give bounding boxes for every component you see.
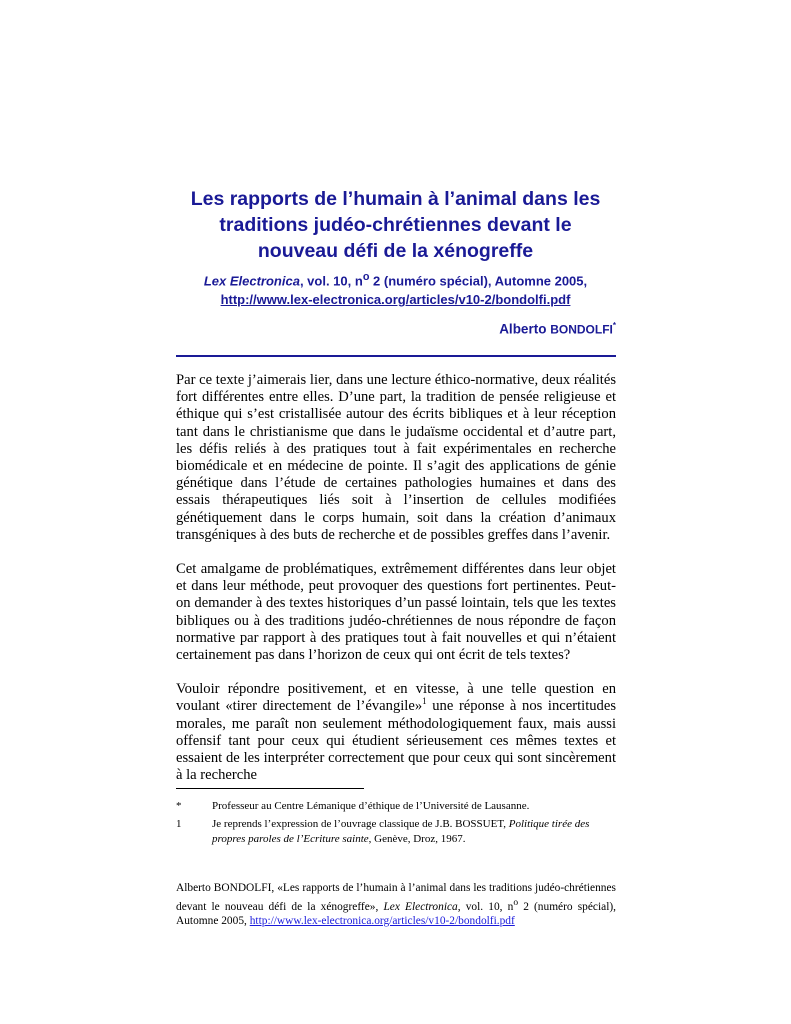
journal-details: , vol. 10, n <box>299 273 363 289</box>
author-name <box>499 321 616 337</box>
title-line-2: traditions judéo-chrétiennes devant le <box>219 214 572 236</box>
footnote-1-text <box>212 817 616 847</box>
citation-text-c: 2 (numéro spécial), Automne 2005, <box>176 900 617 927</box>
journal-name: Lex Electronica <box>203 273 300 289</box>
footnote-star <box>176 799 616 814</box>
paragraph-1: Par ce texte j’aimerais lier, dans une lecture éthico-normative, deux réalités fort différentes entre elles. D’une part, la tradition de pensée religieuse et éthique qui s’est cristallisée autour des écrits bibliques et à leur réception tant dans le christianisme que dans le judaïsme occidental et d’autre part, les défis reliés à des pratiques tout à fait expérimentales en recherche biomédicale et en médecine de pointe. Il s’agit des applications de génie génétique dans l’étude de certaines pathologies humaines et dans des essais thérapeutiques liés soit à l’insertion de cellules modifiées génétiquement dans le corps humain, soit dans la création d’animaux transgéniques à des buts de recherche et de possibles greffes dans l’avenir. <box>176 372 616 543</box>
title-line-3: nouveau défi de la xénogreffe <box>257 240 534 262</box>
citation-journal: Lex Electronica <box>383 900 458 913</box>
footnote-star-text: Professeur au Centre Lémanique d’éthique de l’Université de Lausanne. <box>212 800 530 812</box>
footnote-1-text-b: , Genève, Droz, 1967. <box>368 833 466 845</box>
author-footnote-mark[interactable]: * <box>612 321 616 330</box>
author-last-name: BONDOLFI <box>550 322 613 337</box>
citation-text-a: Alberto BONDOLFI, «Les rapports de l’humain à l’animal dans les traditions judéo-chrétiennes devant le nouveau défi de la xénogreffe», <box>176 882 616 913</box>
article-title <box>150 186 641 264</box>
article-body <box>176 372 616 801</box>
citation-url-link[interactable]: http://www.lex-electronica.org/articles/v10-2/bondolfi.pdf <box>249 914 515 927</box>
footnote-1-text-a: Je reprends l’expression de l’ouvrage classique de J.B. BOSSUET, <box>212 818 509 830</box>
footnote-star-mark: * <box>176 800 182 812</box>
journal-line <box>150 268 641 290</box>
paragraph-3-text-b: une réponse à nos incertitudes morales, me paraît non seulement méthodologiquement faux, mais aussi offensif tant pour ceux qui étudient sérieusement ces mêmes textes et essaient de les interpréter correctement que pour ceux qui sont sincèrement à la recherche <box>176 698 616 784</box>
title-divider <box>176 355 616 357</box>
footnote-1-mark: 1 <box>176 818 182 830</box>
journal-number-sup: o <box>362 271 370 283</box>
paragraph-2: Cet amalgame de problématiques, extrêmement différentes dans leur objet et dans leur méthode, peut provoquer des questions fort pertinentes. Peut-on demander à des textes historiques d’un passé lointain, tels que les textes bibliques ou à des traditions judéo-chrétiennes de nous répondre de façon normative par rapport à des pratiques tout à fait nouvelles et qui n’étaient certainement pas dans l’horizon de ceux qui ont écrit de tels textes? <box>176 561 616 664</box>
citation-text-b: , vol. 10, n <box>457 900 514 913</box>
author-first-name: Alberto <box>499 321 551 337</box>
citation-number-sup: o <box>513 897 519 908</box>
footnote-ref-1[interactable]: 1 <box>422 696 427 707</box>
paragraph-3 <box>176 681 616 784</box>
journal-reference <box>150 268 641 309</box>
footnote-1-book-title: Politique tirée des propres paroles de l’Ecriture sainte <box>212 818 590 845</box>
footnote-divider <box>176 788 364 789</box>
citation-footer <box>176 881 616 929</box>
title-line-1: Les rapports de l’humain à l’animal dans les <box>190 188 601 210</box>
footnotes <box>176 799 616 850</box>
footnote-1 <box>176 817 616 847</box>
journal-details-2: 2 (numéro spécial), Automne 2005, <box>369 273 588 289</box>
journal-url-link[interactable]: http://www.lex-electronica.org/articles/v10-2/bondolfi.pdf <box>220 292 571 308</box>
paragraph-3-text-a: Vouloir répondre positivement, et en vitesse, à une telle question en voulant «tirer directement de l’évangile» <box>176 681 616 715</box>
